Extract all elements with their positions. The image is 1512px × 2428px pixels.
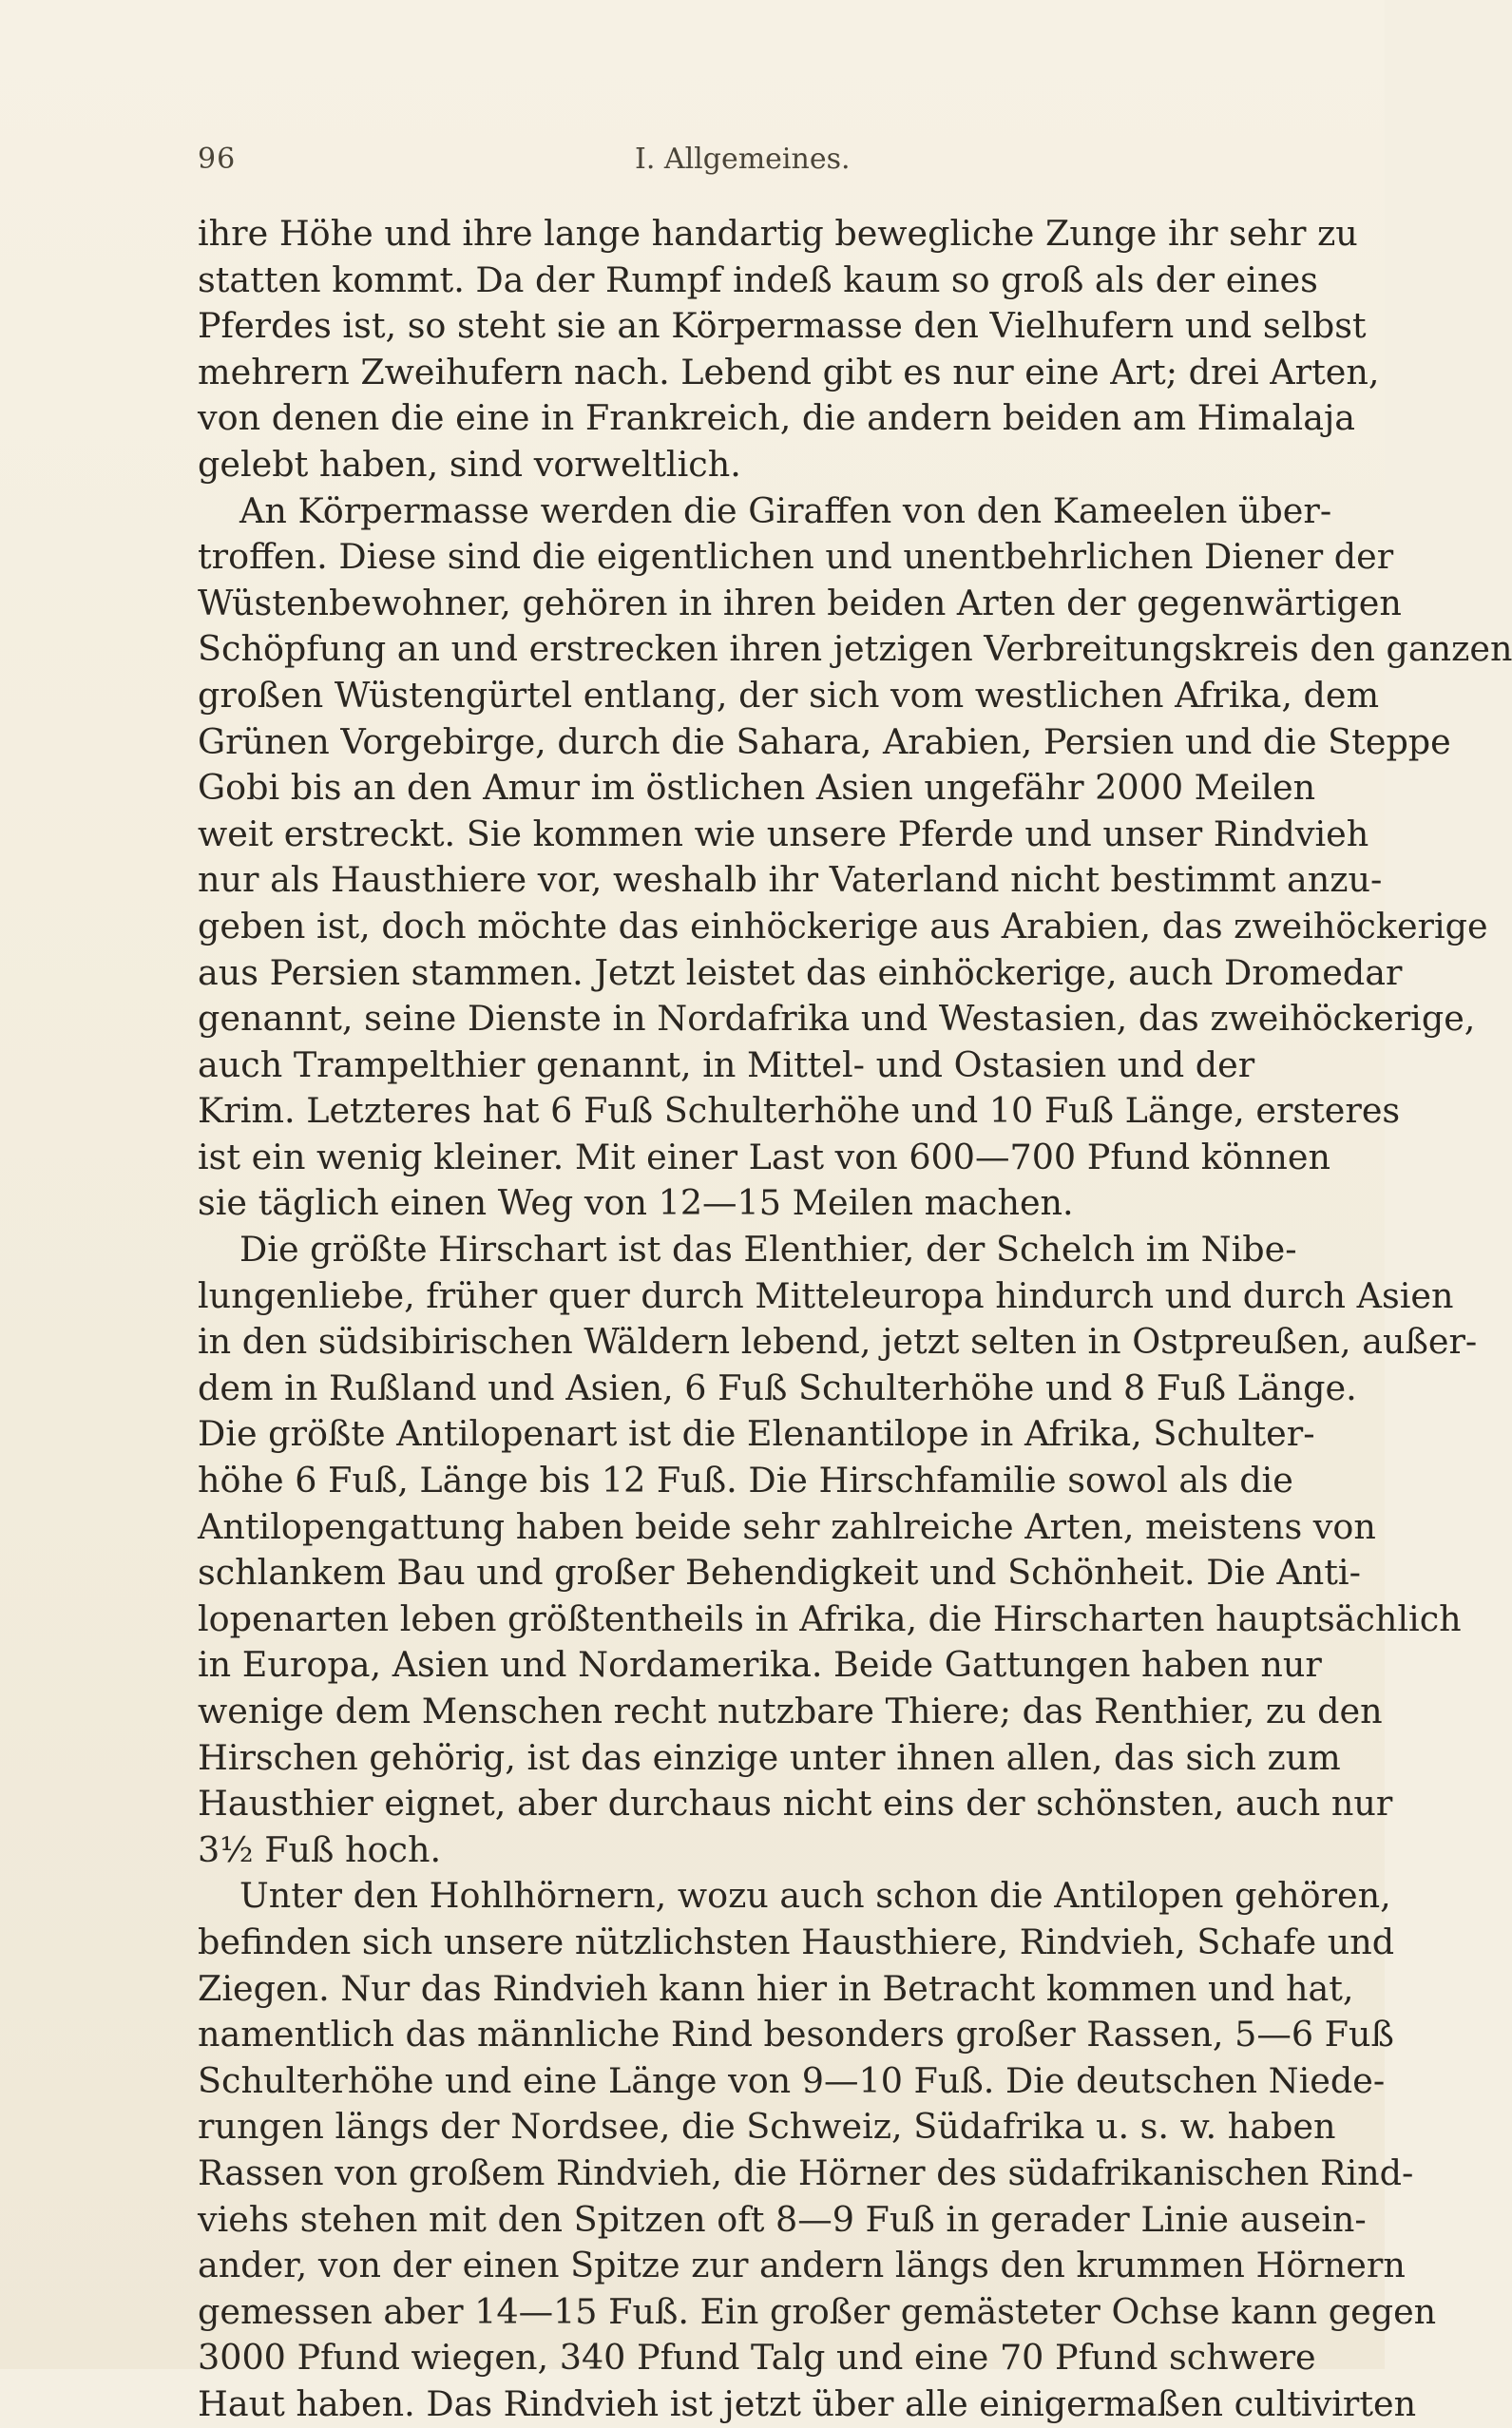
text-line: weit erstreckt. Sie kommen wie unsere Pferde und unser Rindvieh	[198, 813, 1369, 854]
text-line: 3000 Pfund wiegen, 340 Pfund Talg und eine 70 Pfund schwere	[198, 2337, 1316, 2379]
text-line: Ziegen. Nur das Rindvieh kann hier in Betracht kommen und hat,	[198, 1967, 1354, 2009]
text-line: 3½ Fuß hoch.	[198, 1828, 442, 1870]
text-line: Gobi bis an den Amur im östlichen Asien ungefähr 2000 Meilen	[198, 767, 1316, 809]
text-line: ihre Höhe und ihre lange handartig bewegliche Zunge ihr sehr zu	[198, 213, 1358, 254]
text-line: geben ist, doch möchte das einhöckerige aus Arabien, das zweihöckerige	[198, 905, 1488, 946]
text-line: Grünen Vorgebirge, durch die Sahara, Arabien, Persien und die Steppe	[198, 720, 1451, 762]
text-line: in den südsibirischen Wäldern lebend, jetzt selten in Ostpreußen, außer-	[198, 1321, 1478, 1363]
text-line: troffen. Diese sind die eigentlichen und unentbehrlichen Diener der	[198, 536, 1394, 578]
text-line: Rassen von großem Rindvieh, die Hörner des südafrikanischen Rind-	[198, 2151, 1414, 2193]
text-line: sie täglich einen Weg von 12—15 Meilen machen.	[198, 1182, 1074, 1224]
text-line: dem in Rußland und Asien, 6 Fuß Schulterhöhe und 8 Fuß Länge.	[198, 1367, 1357, 1408]
text-line: von denen die eine in Frankreich, die andern beiden am Himalaja	[198, 397, 1356, 439]
body-text	[198, 211, 1512, 2428]
text-line: statten kommt. Da der Rumpf indeß kaum so groß als der eines	[198, 258, 1318, 300]
text-line: schlankem Bau und großer Behendigkeit und Schönheit. Die Anti-	[198, 1552, 1361, 1594]
text-line: befinden sich unsere nützlichsten Hausthiere, Rindvieh, Schafe und	[198, 1921, 1395, 1962]
text-line: rungen längs der Nordsee, die Schweiz, Südafrika u. s. w. haben	[198, 2106, 1336, 2148]
text-line: Antilopengattung haben beide sehr zahlreiche Arten, meistens von	[198, 1505, 1376, 1547]
text-line: genannt, seine Dienste in Nordafrika und Westasien, das zweihöckerige,	[198, 998, 1476, 1040]
text-line: Unter den Hohlhörnern, wozu auch schon die Antilopen gehören,	[239, 1875, 1391, 1917]
text-line: höhe 6 Fuß, Länge bis 12 Fuß. Die Hirschfamilie sowol als die	[198, 1460, 1293, 1501]
text-line: Schöpfung an und erstrecken ihren jetzigen Verbreitungskreis den ganzen	[198, 628, 1512, 670]
text-line: Schulterhöhe und eine Länge von 9—10 Fuß. Die deutschen Niede-	[198, 2059, 1386, 2101]
text-line: in Europa, Asien und Nordamerika. Beide Gattungen haben nur	[198, 1644, 1322, 1686]
text-line: An Körpermasse werden die Giraffen von den Kameelen über-	[239, 489, 1332, 531]
text-line: Die größte Hirschart ist das Elenthier, der Schelch im Nibe-	[239, 1229, 1297, 1271]
text-line: mehrern Zweihufern nach. Lebend gibt es nur eine Art; drei Arten,	[198, 351, 1380, 392]
page-number: 96	[198, 143, 237, 176]
text-line: gemessen aber 14—15 Fuß. Ein großer gemästeter Ochse kann gegen	[198, 2290, 1437, 2332]
text-line: lungenliebe, früher quer durch Mitteleuropa hindurch und durch Asien	[198, 1274, 1454, 1316]
text-line: Wüstenbewohner, gehören in ihren beiden Arten der gegenwärtigen	[198, 582, 1402, 623]
text-line: namentlich das männliche Rind besonders großer Rassen, 5—6 Fuß	[198, 2014, 1394, 2055]
text-line: großen Wüstengürtel entlang, der sich vom westlichen Afrika, dem	[198, 674, 1380, 716]
text-line: aus Persien stammen. Jetzt leistet das einhöckerige, auch Dromedar	[198, 951, 1403, 993]
text-line: Die größte Antilopenart ist die Elenantilope in Afrika, Schulter-	[198, 1413, 1315, 1455]
text-line: nur als Hausthiere vor, weshalb ihr Vaterland nicht bestimmt anzu-	[198, 859, 1383, 901]
text-line: Hirschen gehörig, ist das einzige unter ihnen allen, das sich zum	[198, 1736, 1341, 1778]
text-line: Pferdes ist, so steht sie an Körpermasse den Vielhufern und selbst	[198, 305, 1367, 347]
text-line: ist ein wenig kleiner. Mit einer Last von 600—700 Pfund können	[198, 1136, 1331, 1177]
text-line: auch Trampelthier genannt, in Mittel- und Ostasien und der	[198, 1043, 1255, 1085]
running-head: I. Allgemeines.	[635, 143, 851, 176]
text-line: ander, von der einen Spitze zur andern längs den krummen Hörnern	[198, 2245, 1406, 2286]
text-line: Haut haben. Das Rindvieh ist jetzt über alle einigermaßen cultivirten	[198, 2382, 1417, 2424]
text-line: gelebt haben, sind vorweltlich.	[198, 443, 741, 485]
text-line: wenige dem Menschen recht nutzbare Thiere; das Renthier, zu den	[198, 1691, 1383, 1731]
text-line: lopenarten leben größtentheils in Afrika, die Hirscharten hauptsächlich	[198, 1597, 1462, 1639]
page-header	[198, 143, 1376, 190]
text-line: Krim. Letzteres hat 6 Fuß Schulterhöhe und 10 Fuß Länge, ersteres	[198, 1090, 1401, 1132]
text-line: viehs stehen mit den Spitzen oft 8—9 Fuß in gerader Linie ausein-	[198, 2198, 1367, 2240]
text-line: Hausthier eignet, aber durchaus nicht eins der schönsten, auch nur	[198, 1783, 1393, 1825]
